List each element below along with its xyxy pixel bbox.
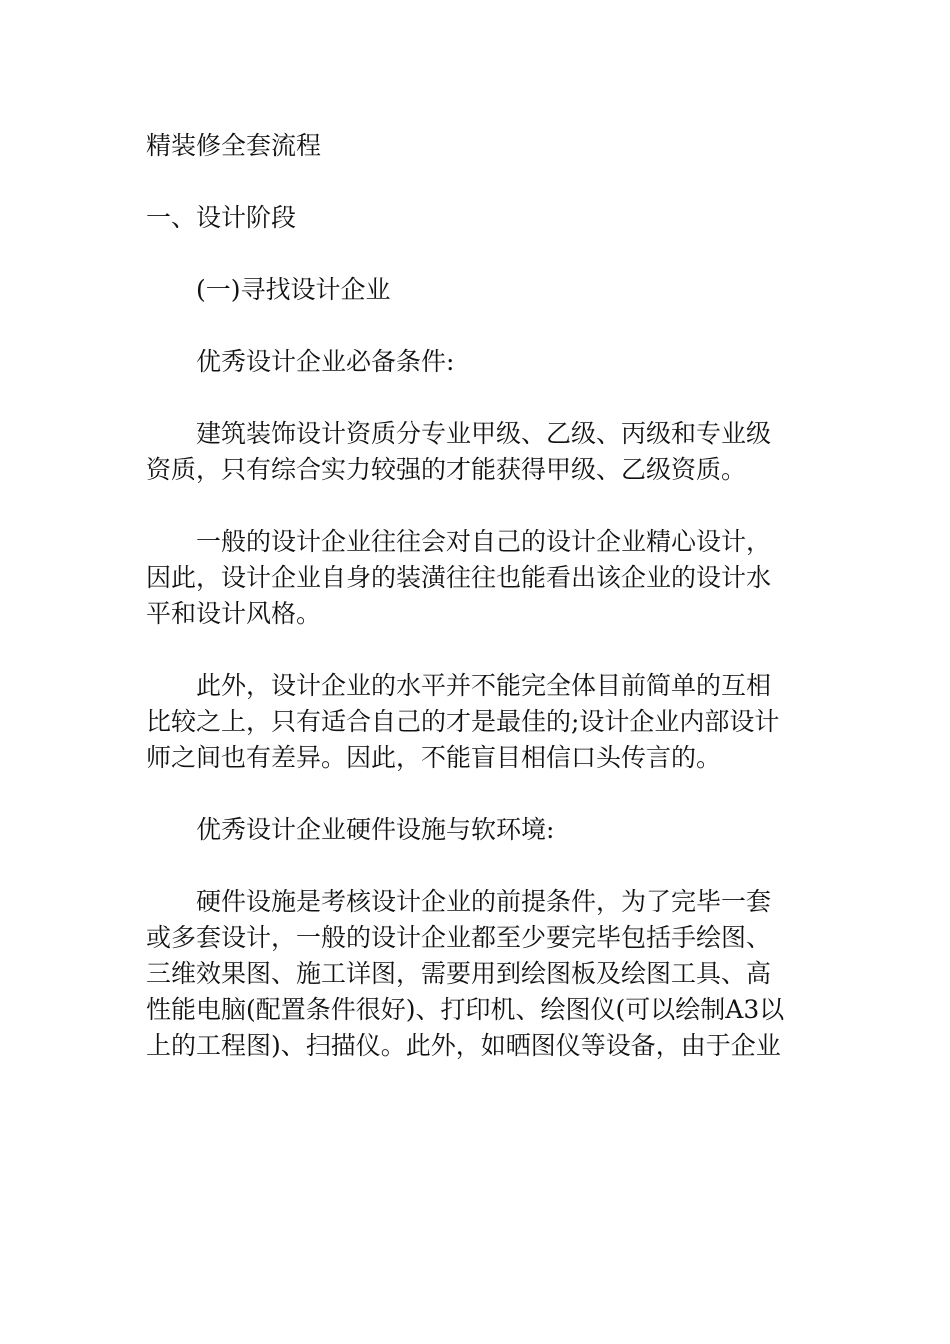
paragraph-line: 三维效果图、施工详图，需要用到绘图板及绘图工具、高 xyxy=(146,959,772,988)
paragraph-line: 性能电脑(配置条件很好)、打印机、绘图仪(可以绘制A3以 xyxy=(146,995,785,1024)
document-page xyxy=(146,128,816,1100)
paragraph-line: 资质，只有综合实力较强的才能获得甲级、乙级资质。 xyxy=(146,455,747,484)
paragraph-line: 优秀设计企业必备条件: xyxy=(196,347,455,376)
paragraph-hardware xyxy=(146,884,816,1064)
subsection-heading-find-company: (一)寻找设计企业 xyxy=(196,275,391,304)
paragraph-conditions-heading xyxy=(146,344,816,380)
paragraph-hardware-heading xyxy=(146,812,816,848)
paragraph-line: 或多套设计，一般的设计企业都至少要完毕包括手绘图、 xyxy=(146,923,772,952)
paragraph-line: 一般的设计企业往往会对自己的设计企业精心设计， xyxy=(196,527,772,556)
paragraph-line: 平和设计风格。 xyxy=(146,599,322,628)
paragraph-line: 因此，设计企业自身的装潢往往也能看出该企业的设计水 xyxy=(146,563,772,592)
paragraph-line: 建筑装饰设计资质分专业甲级、乙级、丙级和专业级 xyxy=(196,419,772,448)
paragraph-qualification xyxy=(146,416,816,488)
paragraph-line: 比较之上，只有适合自己的才是最佳的;设计企业内部设计 xyxy=(146,707,780,736)
paragraph-line: 此外，设计企业的水平并不能完全体目前简单的互相 xyxy=(196,671,772,700)
paragraph-line: 上的工程图)、扫描仪。此外，如晒图仪等设备，由于企业 xyxy=(146,1031,781,1060)
paragraph-comparison xyxy=(146,668,816,776)
section-heading-design-stage: 一、设计阶段 xyxy=(146,203,297,232)
paragraph-decoration xyxy=(146,524,816,632)
document-title: 精装修全套流程 xyxy=(146,131,322,160)
paragraph-line: 优秀设计企业硬件设施与软环境: xyxy=(196,815,555,844)
paragraph-line: 师之间也有差异。因此，不能盲目相信口头传言的。 xyxy=(146,743,722,772)
paragraph-line: 硬件设施是考核设计企业的前提条件，为了完毕一套 xyxy=(196,887,772,916)
